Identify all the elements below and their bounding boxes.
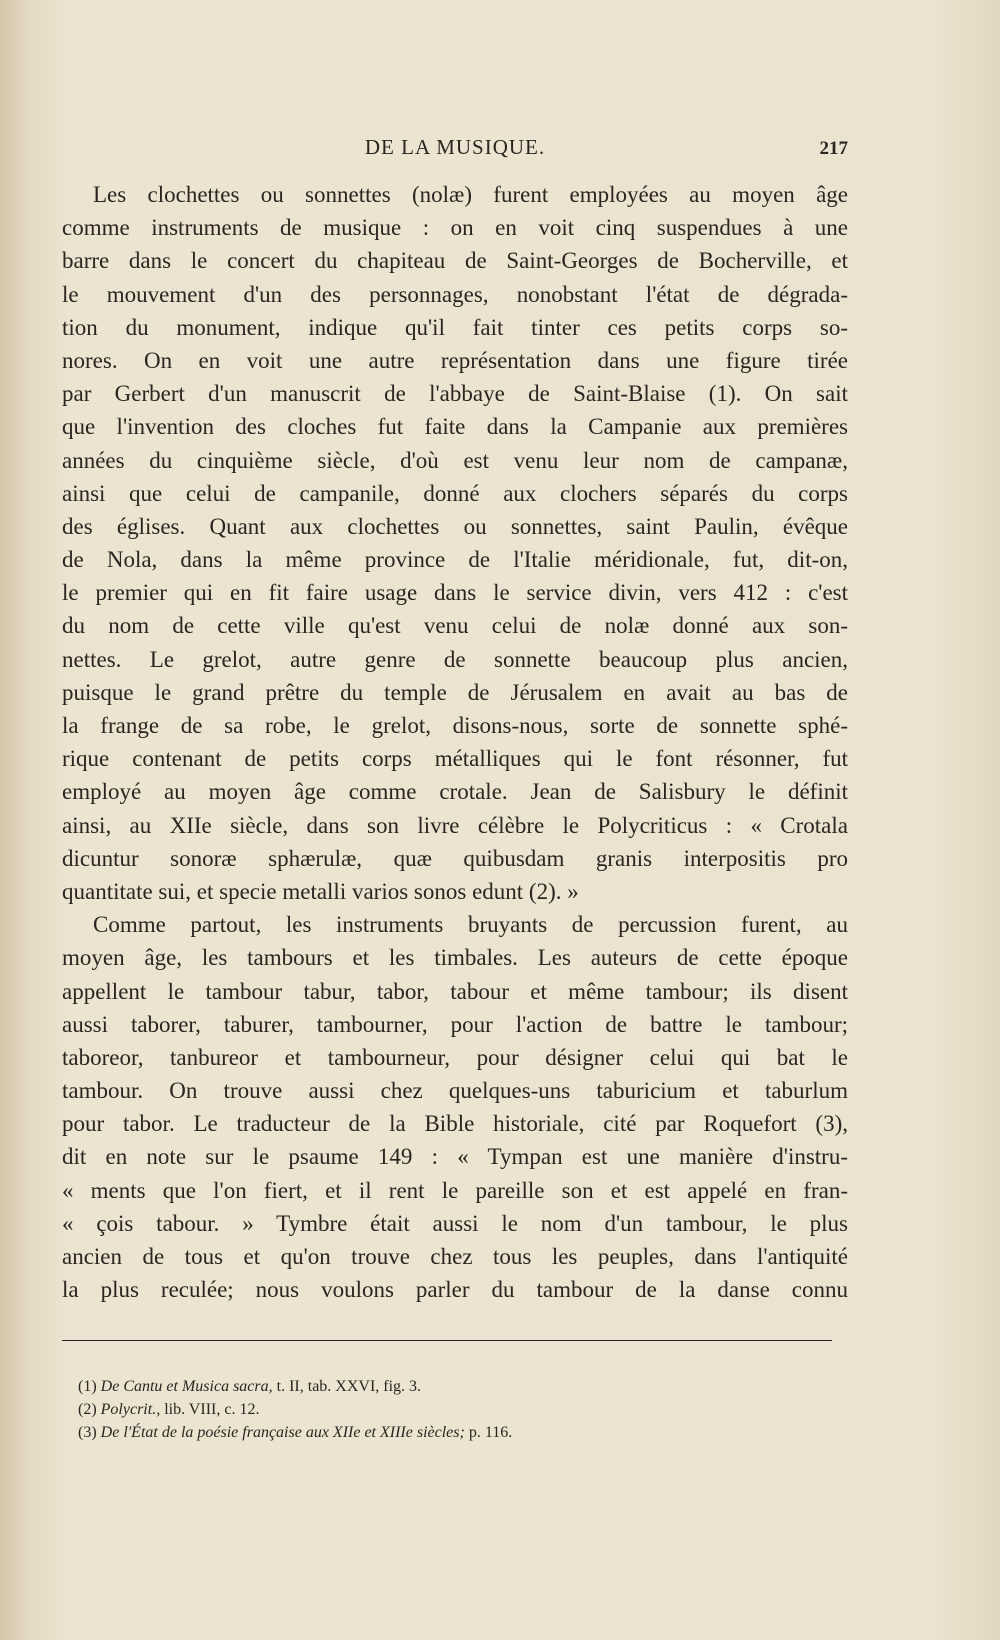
text-line: ainsi, au XIIe siècle, dans son livre célèbre le Polycriticus : « Crotala [62, 812, 848, 838]
text-line: tion du monument, indique qu'il fait tinter ces petits corps so- [62, 314, 848, 340]
text-line: des églises. Quant aux clochettes ou sonnettes, saint Paulin, évêque [62, 513, 848, 539]
text-line: « ments que l'on fiert, et il rent le pareille son et est appelé en fran- [62, 1177, 848, 1203]
footnote-marker: (3) [78, 1424, 97, 1441]
text-line: la plus reculée; nous voulons parler du tambour de la danse connu [62, 1277, 848, 1303]
text-line: barre dans le concert du chapiteau de Saint-Georges de Bocherville, et [62, 248, 848, 274]
footnote-marker: (1) [78, 1378, 97, 1395]
footnote-title: Polycrit., [100, 1401, 161, 1418]
footnote-text: t. II, tab. XXVI, fig. 3. [272, 1378, 422, 1395]
footnote [78, 1421, 758, 1444]
text-line: dit en note sur le psaume 149 : « Tympan est une manière d'instru- [62, 1144, 848, 1170]
text-line: tambour. On trouve aussi chez quelques-uns taburicium et taburlum [62, 1078, 848, 1104]
footnote-rule [62, 1340, 832, 1341]
text-line: le premier qui en fit faire usage dans le service divin, vers 412 : c'est [62, 580, 848, 606]
text-line: du nom de cette ville qu'est venu celui de nolæ donné aux son- [62, 613, 848, 639]
text-line: quantitate sui, et specie metalli varios sonos edunt (2). » [62, 878, 579, 904]
footnote-marker: (2) [78, 1401, 97, 1418]
text-line: comme instruments de musique : on en voit cinq suspendues à une [62, 215, 848, 241]
footnote [78, 1398, 758, 1421]
text-line: ancien de tous et qu'on trouve chez tous les peuples, dans l'antiquité [62, 1244, 848, 1269]
page-number: 217 [819, 138, 848, 159]
text-line: Les clochettes ou sonnettes (nolæ) furent employées au moyen âge [93, 182, 848, 207]
text-line: par Gerbert d'un manuscrit de l'abbaye de Saint-Blaise (1). On sait [62, 381, 848, 407]
text-line: rique contenant de petits corps métalliques qui le font résonner, fut [62, 746, 848, 772]
text-line: la frange de sa robe, le grelot, disons-nous, sorte de sonnette sphé- [62, 713, 848, 738]
text-line: nettes. Le grelot, autre genre de sonnette beaucoup plus ancien, [62, 646, 848, 672]
footnote-text: p. 116. [464, 1424, 513, 1441]
text-line: ainsi que celui de campanile, donné aux clochers séparés du corps [62, 480, 848, 506]
text-line: dicuntur sonoræ sphærulæ, quæ quibusdam granis interpositis pro [62, 845, 848, 871]
footnote-text: lib. VIII, c. 12. [160, 1401, 260, 1418]
footnote-title: De l'État de la poésie française aux XIIe et XIIIe siècles; [100, 1424, 465, 1441]
text-line: que l'invention des cloches fut faite dans la Campanie aux premières [62, 414, 848, 440]
text-line: Comme partout, les instruments bruyants de percussion furent, au [93, 912, 848, 938]
body-text [62, 178, 848, 1306]
footnote-title: De Cantu et Musica sacra, [100, 1378, 273, 1395]
text-line: nores. On en voit une autre représentation dans une figure tirée [62, 347, 848, 373]
text-line: employé au moyen âge comme crotale. Jean de Salisbury le définit [62, 779, 848, 805]
text-line: années du cinquième siècle, d'où est venu leur nom de campanæ, [62, 447, 848, 473]
text-line: pour tabor. Le traducteur de la Bible historiale, cité par Roquefort (3), [62, 1111, 848, 1137]
text-line: aussi taborer, taburer, tambourner, pour l'action de battre le tambour; [62, 1011, 848, 1037]
running-head: DE LA MUSIQUE. [364, 135, 546, 159]
text-line: puisque le grand prêtre du temple de Jérusalem en avait au bas de [62, 679, 848, 705]
page-header [62, 135, 848, 161]
footnote [78, 1375, 758, 1398]
text-line: appellent le tambour tabur, tabor, tabour et même tambour; ils disent [62, 978, 848, 1004]
text-line: le mouvement d'un des personnages, nonobstant l'état de dégrada- [62, 281, 848, 307]
text-line: moyen âge, les tambours et les timbales. Les auteurs de cette époque [62, 945, 848, 971]
footnotes [78, 1375, 758, 1444]
text-line: « çois tabour. » Tymbre était aussi le nom d'un tambour, le plus [62, 1210, 848, 1236]
text-line: taboreor, tanbureor et tambourneur, pour désigner celui qui bat le [62, 1044, 848, 1070]
text-line: de Nola, dans la même province de l'Italie méridionale, fut, dit-on, [62, 547, 848, 573]
